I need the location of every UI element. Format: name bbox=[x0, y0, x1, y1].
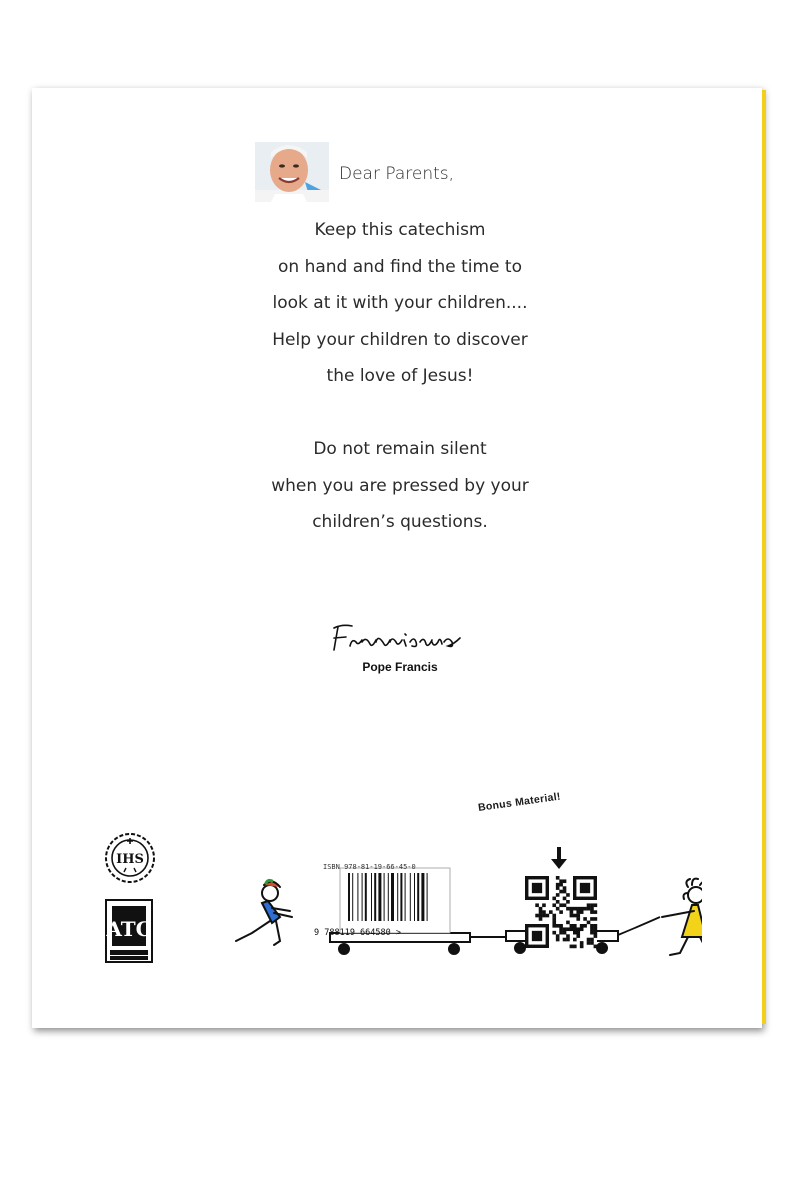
barcode-bar bbox=[352, 873, 353, 921]
qr-module bbox=[552, 924, 556, 928]
qr-module bbox=[556, 876, 560, 880]
qr-module bbox=[590, 903, 594, 907]
qr-module bbox=[546, 914, 550, 918]
qr-module bbox=[583, 917, 587, 921]
qr-module bbox=[590, 907, 594, 911]
qr-module bbox=[566, 921, 570, 925]
qr-module bbox=[573, 931, 577, 935]
qr-module bbox=[576, 917, 580, 921]
qr-module bbox=[559, 903, 563, 907]
qr-module bbox=[576, 907, 580, 911]
qr-module bbox=[580, 924, 584, 928]
book-back-cover bbox=[32, 88, 762, 1028]
qr-module bbox=[563, 897, 567, 901]
qr-module bbox=[539, 907, 543, 911]
qr-module bbox=[594, 910, 598, 914]
barcode-bar bbox=[357, 873, 358, 921]
qr-module bbox=[563, 927, 567, 931]
barcode-bar bbox=[427, 873, 428, 921]
qr-module bbox=[570, 910, 574, 914]
qr-module bbox=[573, 938, 577, 942]
qr-module bbox=[580, 941, 584, 945]
qr-module bbox=[556, 907, 560, 911]
qr-module bbox=[587, 921, 591, 925]
qr-module bbox=[587, 941, 591, 945]
qr-module bbox=[566, 907, 570, 911]
qr-module bbox=[566, 893, 570, 897]
qr-module bbox=[559, 931, 563, 935]
barcode-bar bbox=[362, 873, 363, 921]
carts-illustration bbox=[222, 813, 702, 983]
signer-name: Pope Francis bbox=[362, 660, 438, 674]
salutation: Dear Parents, bbox=[339, 164, 455, 184]
qr-module bbox=[563, 879, 567, 883]
qr-module bbox=[594, 934, 598, 938]
bonus-material-label: Bonus Material! bbox=[477, 790, 562, 814]
qr-module bbox=[573, 927, 577, 931]
barcode-bar bbox=[384, 873, 385, 921]
qr-module bbox=[559, 883, 563, 887]
qr-module bbox=[587, 907, 591, 911]
qr-module bbox=[563, 938, 567, 942]
qr-module bbox=[594, 924, 598, 928]
barcode-bar bbox=[348, 873, 350, 921]
qr-module bbox=[556, 883, 560, 887]
qr-module bbox=[580, 910, 584, 914]
qr-module bbox=[594, 917, 598, 921]
qr-module bbox=[590, 927, 594, 931]
qr-module bbox=[587, 903, 591, 907]
qr-module bbox=[559, 879, 563, 883]
qr-finder bbox=[580, 883, 590, 893]
qr-module bbox=[556, 886, 560, 890]
qr-module bbox=[556, 924, 560, 928]
qr-module bbox=[539, 917, 543, 921]
qr-module bbox=[559, 924, 563, 928]
qr-module bbox=[542, 903, 546, 907]
qr-module bbox=[573, 945, 577, 949]
barcode-bar bbox=[371, 873, 372, 921]
qr-module bbox=[594, 927, 598, 931]
barcode-bar bbox=[365, 873, 367, 921]
qr-module bbox=[552, 921, 556, 925]
svg-text:IHS: IHS bbox=[116, 852, 144, 867]
qr-finder bbox=[532, 883, 542, 893]
qr-module bbox=[566, 927, 570, 931]
letter-paragraph-1 bbox=[32, 212, 768, 395]
qr-module bbox=[594, 945, 598, 949]
text-line: Keep this catechism bbox=[314, 220, 486, 240]
letter-paragraph-2 bbox=[32, 431, 768, 541]
qr-module bbox=[570, 907, 574, 911]
barcode-bar bbox=[391, 873, 394, 921]
qr-module bbox=[563, 886, 567, 890]
qr-module bbox=[576, 914, 580, 918]
qr-module bbox=[552, 897, 556, 901]
qr-module bbox=[563, 931, 567, 935]
qr-module bbox=[590, 938, 594, 942]
ihs-seal-logo bbox=[104, 832, 156, 884]
barcode-bar bbox=[378, 873, 381, 921]
qr-module bbox=[542, 914, 546, 918]
qr-finder bbox=[532, 931, 542, 941]
barcode-bar bbox=[397, 873, 398, 921]
qr-module bbox=[580, 945, 584, 949]
qr-module bbox=[594, 931, 598, 935]
qr-module bbox=[556, 900, 560, 904]
qr-module bbox=[566, 938, 570, 942]
qr-module bbox=[539, 914, 543, 918]
qr-module bbox=[552, 917, 556, 921]
qr-module bbox=[552, 931, 556, 935]
qr-module bbox=[563, 903, 567, 907]
boy-figure bbox=[236, 880, 292, 945]
book-spine-edge bbox=[762, 90, 766, 1024]
qr-module bbox=[590, 931, 594, 935]
qr-module bbox=[542, 910, 546, 914]
qr-module bbox=[566, 900, 570, 904]
qr-module bbox=[590, 924, 594, 928]
qr-module bbox=[594, 903, 598, 907]
qr-module bbox=[556, 893, 560, 897]
qr-module bbox=[570, 927, 574, 931]
barcode-bar bbox=[400, 873, 402, 921]
qr-module bbox=[583, 907, 587, 911]
qr-module bbox=[570, 924, 574, 928]
qr-module bbox=[576, 927, 580, 931]
handwritten-signature bbox=[328, 620, 473, 658]
qr-module bbox=[573, 907, 577, 911]
barcode-bar bbox=[421, 873, 424, 921]
qr-module bbox=[570, 914, 574, 918]
qr-module bbox=[535, 914, 539, 918]
qr-module bbox=[590, 941, 594, 945]
text-line: look at it with your children.... bbox=[272, 293, 528, 313]
text-line: Do not remain silent bbox=[313, 439, 487, 459]
qr-module bbox=[587, 938, 591, 942]
atc-publisher-logo bbox=[104, 898, 154, 964]
barcode-bar bbox=[374, 873, 376, 921]
qr-module bbox=[573, 924, 577, 928]
qr-module bbox=[552, 903, 556, 907]
qr-module bbox=[563, 890, 567, 894]
qr-module bbox=[539, 910, 543, 914]
qr-module bbox=[535, 903, 539, 907]
qr-module bbox=[580, 927, 584, 931]
isbn-label: ISBN 978-81-19-66-45-0 bbox=[323, 863, 416, 871]
qr-module bbox=[559, 890, 563, 894]
qr-module bbox=[549, 910, 553, 914]
qr-module bbox=[576, 931, 580, 935]
text-line: when you are pressed by your bbox=[271, 475, 529, 496]
qr-module bbox=[566, 934, 570, 938]
qr-module bbox=[570, 945, 574, 949]
barcode-bar bbox=[410, 873, 411, 921]
qr-module bbox=[583, 924, 587, 928]
barcode-box bbox=[340, 868, 450, 933]
text-line: children’s questions. bbox=[312, 512, 488, 532]
arrow-down-icon bbox=[551, 847, 567, 869]
barcode-bar bbox=[388, 873, 389, 921]
qr-module bbox=[552, 914, 556, 918]
text-line: Help your children to discover bbox=[272, 329, 528, 350]
girl-figure bbox=[662, 879, 702, 955]
text-line: the love of Jesus! bbox=[326, 366, 474, 386]
qr-code bbox=[525, 876, 597, 948]
qr-module bbox=[590, 910, 594, 914]
barcode-bar bbox=[405, 873, 406, 921]
qr-module bbox=[580, 907, 584, 911]
barcode-bar bbox=[414, 873, 415, 921]
qr-module bbox=[556, 934, 560, 938]
qr-module bbox=[573, 914, 577, 918]
barcode-number: 9 788119 664580 > bbox=[314, 928, 401, 938]
svg-text:ATC: ATC bbox=[106, 917, 152, 941]
qr-module bbox=[576, 934, 580, 938]
qr-module bbox=[559, 910, 563, 914]
qr-module bbox=[556, 938, 560, 942]
qr-module bbox=[559, 927, 563, 931]
qr-module bbox=[576, 910, 580, 914]
text-line: on hand and find the time to bbox=[278, 256, 522, 277]
portrait-photo bbox=[255, 142, 329, 202]
qr-module bbox=[590, 917, 594, 921]
barcode-bar bbox=[417, 873, 419, 921]
